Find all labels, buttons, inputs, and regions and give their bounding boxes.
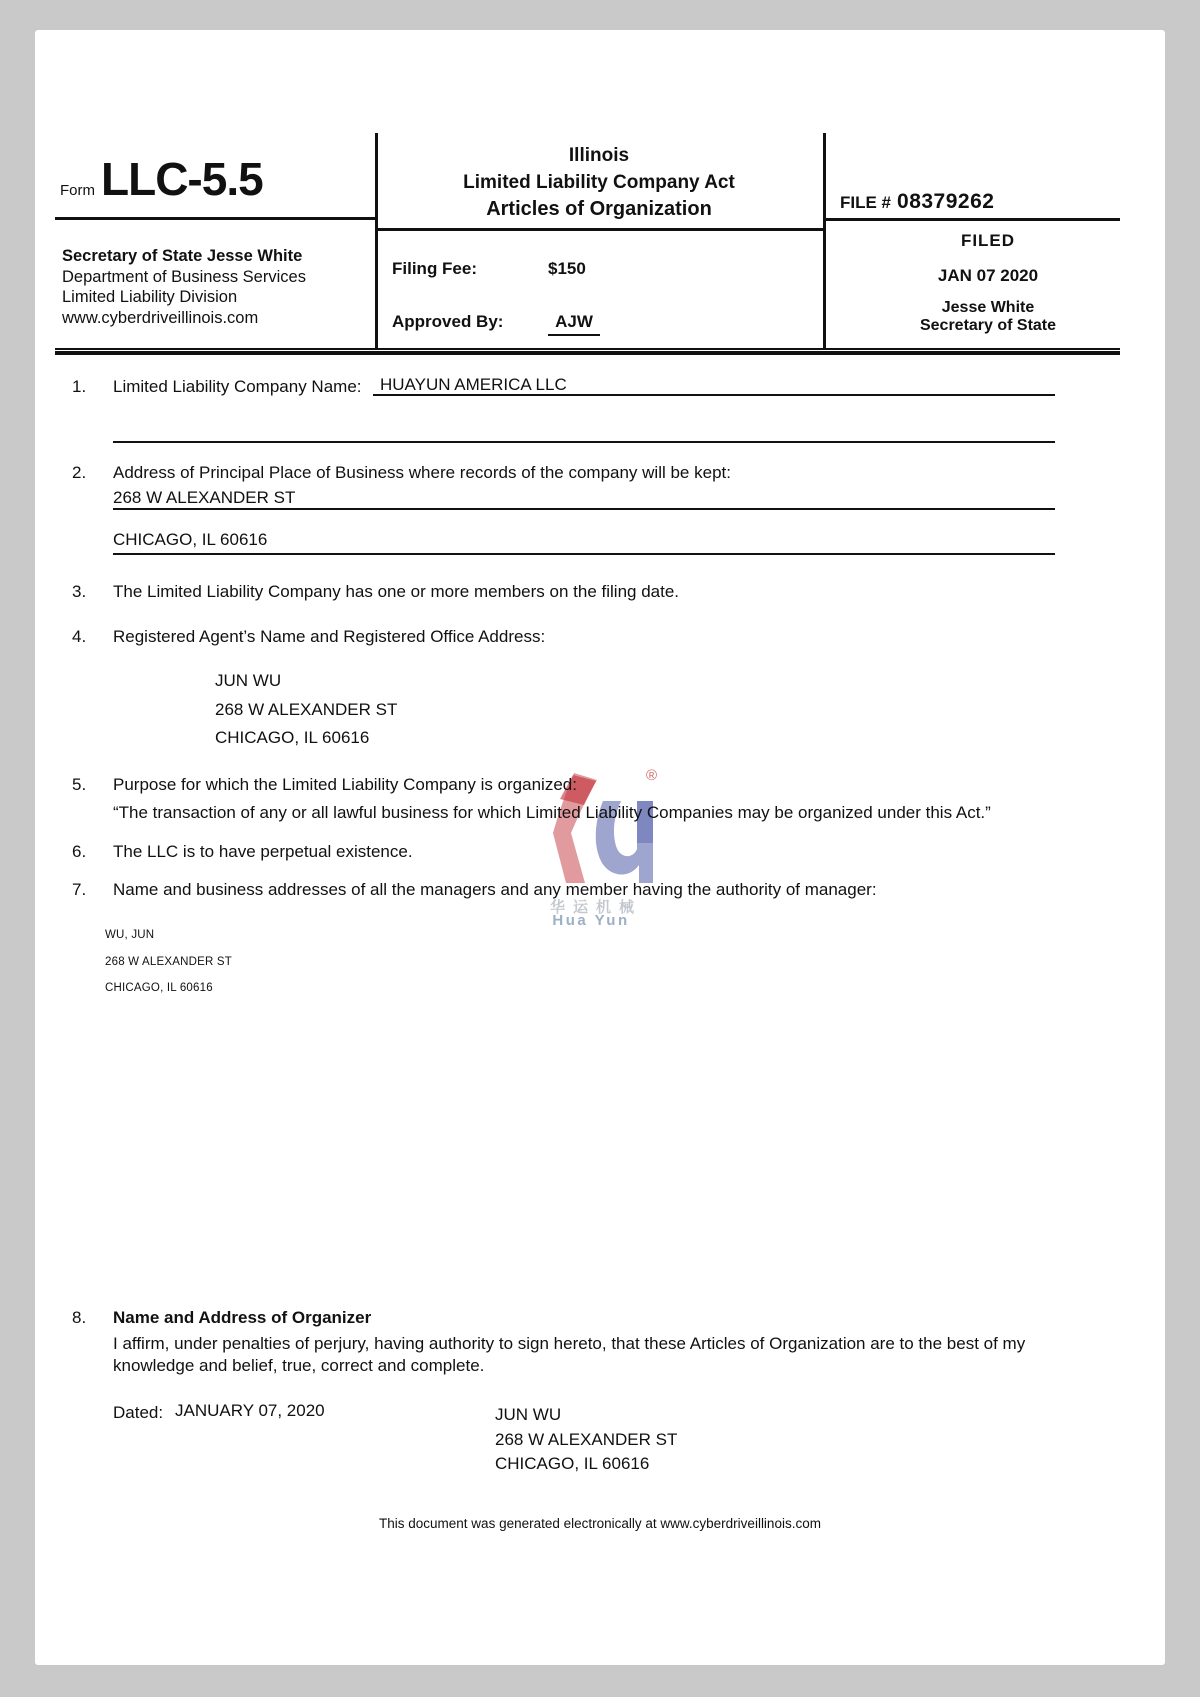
filing-fee-value: $150: [548, 259, 586, 278]
item2-underline1: [113, 508, 1055, 510]
agent-address1: 268 W ALEXANDER ST: [215, 699, 398, 719]
item3-label: The Limited Liability Company has one or more members on the filing date.: [113, 582, 680, 601]
form-number: LLC-5.5: [101, 153, 263, 205]
filed-stamp-line-3: Jesse White: [941, 299, 1035, 316]
item5-number: 5.: [72, 775, 87, 794]
watermark-chinese-text: 华运机械: [549, 899, 642, 916]
act-line-3: Articles of Organization: [486, 198, 712, 220]
organizer-block: [495, 1403, 677, 1477]
item6-number: 6.: [72, 842, 87, 861]
item2-label: Address of Principal Place of Business where records of the company will be kept:: [113, 463, 731, 482]
organizer-address2: CHICAGO, IL 60616: [495, 1454, 650, 1473]
office-block: [62, 246, 306, 328]
footer-note: This document was generated electronically at www.cyberdriveillinois.com: [379, 1516, 821, 1531]
filed-stamp-line-2: JAN 07 2020: [937, 266, 1039, 285]
item8-affirmation: I affirm, under penalties of perjury, having authority to sign hereto, that these Articles of Organization are to the best of my knowledge and belief, true, correct and complete.: [113, 1334, 1026, 1375]
filed-stamp: [823, 231, 1153, 335]
file-number-label: FILE #: [840, 193, 892, 212]
approved-by-label: Approved By:: [392, 312, 504, 331]
filed-stamp-line-1: FILED: [960, 231, 1016, 250]
approved-by-value: AJW: [548, 312, 600, 336]
dated-label: Dated:: [113, 1403, 164, 1422]
filing-fee-label: Filing Fee:: [392, 259, 477, 278]
organizer-address1: 268 W ALEXANDER ST: [495, 1429, 678, 1449]
item4-number: 4.: [72, 627, 87, 646]
item1-label: Limited Liability Company Name:: [113, 377, 362, 396]
item5-quote: “The transaction of any or all lawful business for which Limited Liability Companies may be organized under this Act.”: [113, 803, 991, 822]
header-bottom-rule: [55, 348, 1120, 355]
item1-value: HUAYUN AMERICA LLC: [380, 375, 567, 394]
file-number-value: 08379262: [897, 190, 995, 213]
form-title: [60, 152, 263, 206]
item3-number: 3.: [72, 582, 87, 601]
header-left-rule: [55, 217, 375, 220]
header-right-rule: [826, 218, 1120, 221]
item8-number: 8.: [72, 1308, 87, 1327]
registered-trademark-icon: ®: [646, 767, 658, 784]
item2-address-line2: CHICAGO, IL 60616: [113, 530, 268, 549]
file-number-row: [840, 190, 994, 214]
header-middle-rule: [378, 228, 823, 231]
item2-number: 2.: [72, 463, 87, 482]
office-line-3: Limited Liability Division: [62, 288, 238, 307]
item4-agent-block: [215, 667, 397, 753]
item5-label: Purpose for which the Limited Liability Company is organized:: [113, 775, 577, 794]
organizer-name: JUN WU: [495, 1405, 562, 1424]
manager-address2: CHICAGO, IL 60616: [105, 982, 213, 994]
item7-label: Name and business addresses of all the managers and any member having the authority of manager:: [113, 880, 877, 899]
document-page: [35, 30, 1165, 1665]
item1-number: 1.: [72, 377, 87, 396]
office-line-2: Department of Business Services: [62, 267, 306, 286]
filed-stamp-line-4: Secretary of State: [919, 317, 1057, 334]
dated-value: JANUARY 07, 2020: [175, 1401, 325, 1420]
act-line-2: Limited Liability Company Act: [463, 171, 735, 193]
manager-name: WU, JUN: [105, 929, 155, 941]
act-title-block: [375, 143, 823, 223]
item7-number: 7.: [72, 880, 87, 899]
item4-label: Registered Agent’s Name and Registered Office Address:: [113, 627, 546, 646]
item2-underline2: [113, 553, 1055, 555]
item8-title: Name and Address of Organizer: [113, 1308, 372, 1327]
form-word: Form: [60, 182, 95, 199]
office-line-4: www.cyberdriveillinois.com: [62, 308, 259, 327]
item7-manager-block: [105, 922, 232, 1002]
item2-address-line1: 268 W ALEXANDER ST: [113, 488, 296, 507]
item1-underline: [373, 394, 1055, 396]
watermark-latin-text: Hua Yun: [552, 912, 630, 929]
manager-address1: 268 W ALEXANDER ST: [105, 955, 232, 968]
office-line-1: Secretary of State Jesse White: [62, 247, 303, 265]
item6-label: The LLC is to have perpetual existence.: [113, 842, 413, 861]
act-line-1: Illinois: [568, 145, 630, 166]
agent-name: JUN WU: [215, 671, 282, 690]
item1-continuation-underline: [113, 441, 1055, 443]
agent-address2: CHICAGO, IL 60616: [215, 728, 370, 747]
